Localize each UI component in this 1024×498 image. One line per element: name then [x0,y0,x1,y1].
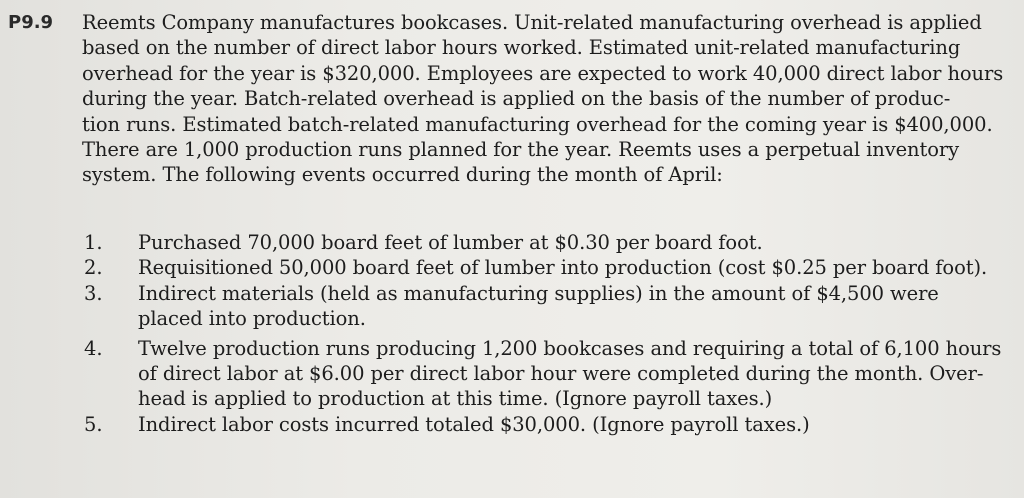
list-item [84,336,1019,412]
paragraph-line: based on the number of direct labor hours worked. Estimated unit-related manufacturing [82,36,961,60]
problem-number: P9.9 [8,12,54,33]
item-number: 5. [84,412,103,436]
paragraph-line: during the year. Batch-related overhead is applied on the basis of the number of produc- [82,87,951,111]
item-line: Indirect materials (held as manufacturing supplies) in the amount of $4,500 were [138,281,939,305]
paragraph-line: tion runs. Estimated batch-related manufacturing overhead for the coming year is $400,000. [82,112,993,136]
item-line: head is applied to production at this time. (Ignore payroll taxes.) [138,387,773,411]
paragraph-line: There are 1,000 production runs planned for the year. Reemts uses a perpetual inventory [82,137,960,161]
paragraph-line: Reemts Company manufactures bookcases. Unit-related manufacturing overhead is applied [82,11,982,34]
item-line: Purchased 70,000 board feet of lumber at $0.30 per board foot. [138,231,763,254]
item-number: 3. [84,281,103,305]
item-line: of direct labor at $6.00 per direct labor hour were completed during the month. Over- [138,361,984,385]
item-number: 1. [84,231,103,254]
item-line: Indirect labor costs incurred totaled $30,000. (Ignore payroll taxes.) [138,412,810,436]
events-list [84,230,1019,437]
item-line: Requisitioned 50,000 board feet of lumber into production (cost $0.25 per board foot). [138,256,988,280]
item-number: 4. [84,336,103,360]
list-item [84,255,1019,280]
problem-paragraph [82,10,1017,188]
item-line: placed into production. [138,307,366,331]
paragraph-line: overhead for the year is $320,000. Employees are expected to work 40,000 direct labor hours [82,61,1004,85]
list-item [84,281,1019,332]
item-number: 2. [84,256,103,280]
paragraph-line: system. The following events occurred during the month of April: [82,163,723,187]
list-item [84,230,1019,255]
item-line: Twelve production runs producing 1,200 bookcases and requiring a total of 6,100 hours [138,336,1002,360]
list-item [84,412,1019,437]
